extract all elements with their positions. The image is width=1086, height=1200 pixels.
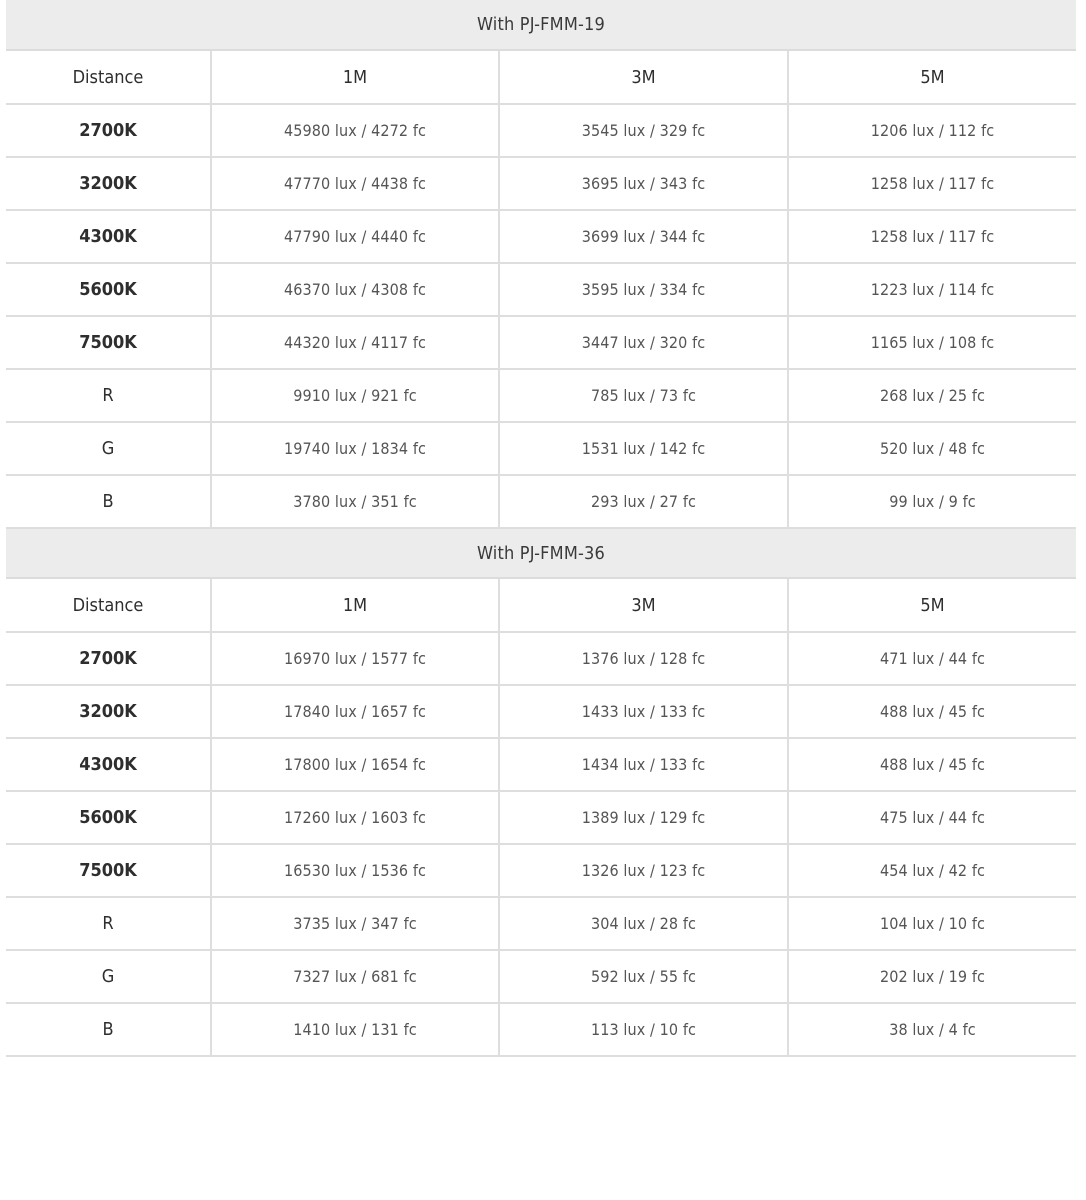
illuminance-value-cell: 104 lux / 10 fc bbox=[788, 897, 1076, 950]
illuminance-value-cell: 202 lux / 19 fc bbox=[788, 950, 1076, 1003]
illuminance-value-cell: 785 lux / 73 fc bbox=[499, 369, 788, 422]
illuminance-value-cell: 1410 lux / 131 fc bbox=[211, 1003, 499, 1056]
table-row bbox=[6, 1003, 1076, 1056]
illuminance-value-cell: 592 lux / 55 fc bbox=[499, 950, 788, 1003]
row-label: R bbox=[6, 897, 211, 950]
table-row bbox=[6, 897, 1076, 950]
table-row bbox=[6, 263, 1076, 316]
illuminance-value-cell: 16530 lux / 1536 fc bbox=[211, 844, 499, 897]
illuminance-value-cell: 520 lux / 48 fc bbox=[788, 422, 1076, 475]
illuminance-value-cell: 1206 lux / 112 fc bbox=[788, 104, 1076, 157]
illuminance-value-cell: 44320 lux / 4117 fc bbox=[211, 316, 499, 369]
distance-column-header: 3M bbox=[499, 578, 788, 632]
illuminance-value-cell: 454 lux / 42 fc bbox=[788, 844, 1076, 897]
illuminance-value-cell: 3595 lux / 334 fc bbox=[499, 263, 788, 316]
illuminance-value-cell: 3780 lux / 351 fc bbox=[211, 475, 499, 528]
illuminance-value-cell: 9910 lux / 921 fc bbox=[211, 369, 499, 422]
illuminance-table-container bbox=[6, 0, 1076, 1057]
section-title: With PJ-FMM-36 bbox=[6, 528, 1076, 578]
row-label: 5600K bbox=[6, 791, 211, 844]
illuminance-value-cell: 46370 lux / 4308 fc bbox=[211, 263, 499, 316]
illuminance-value-cell: 1434 lux / 133 fc bbox=[499, 738, 788, 791]
illuminance-table-body bbox=[6, 0, 1076, 1056]
illuminance-value-cell: 3545 lux / 329 fc bbox=[499, 104, 788, 157]
illuminance-value-cell: 3695 lux / 343 fc bbox=[499, 157, 788, 210]
illuminance-table bbox=[6, 0, 1076, 1057]
row-label: 4300K bbox=[6, 738, 211, 791]
table-row bbox=[6, 369, 1076, 422]
table-row bbox=[6, 950, 1076, 1003]
row-label: G bbox=[6, 950, 211, 1003]
illuminance-value-cell: 1258 lux / 117 fc bbox=[788, 157, 1076, 210]
illuminance-value-cell: 1326 lux / 123 fc bbox=[499, 844, 788, 897]
row-label: B bbox=[6, 475, 211, 528]
illuminance-value-cell: 304 lux / 28 fc bbox=[499, 897, 788, 950]
table-row bbox=[6, 475, 1076, 528]
distance-column-header: 5M bbox=[788, 50, 1076, 104]
table-row bbox=[6, 104, 1076, 157]
illuminance-value-cell: 99 lux / 9 fc bbox=[788, 475, 1076, 528]
table-row bbox=[6, 632, 1076, 685]
table-row bbox=[6, 685, 1076, 738]
distance-column-header: 1M bbox=[211, 50, 499, 104]
row-label: 4300K bbox=[6, 210, 211, 263]
illuminance-value-cell: 1376 lux / 128 fc bbox=[499, 632, 788, 685]
distance-column-header: 5M bbox=[788, 578, 1076, 632]
illuminance-value-cell: 38 lux / 4 fc bbox=[788, 1003, 1076, 1056]
distance-header: Distance bbox=[6, 578, 211, 632]
table-row bbox=[6, 210, 1076, 263]
table-row bbox=[6, 316, 1076, 369]
illuminance-value-cell: 17840 lux / 1657 fc bbox=[211, 685, 499, 738]
table-row bbox=[6, 791, 1076, 844]
distance-column-header: 3M bbox=[499, 50, 788, 104]
illuminance-value-cell: 1223 lux / 114 fc bbox=[788, 263, 1076, 316]
column-header-row bbox=[6, 578, 1076, 632]
illuminance-value-cell: 7327 lux / 681 fc bbox=[211, 950, 499, 1003]
illuminance-value-cell: 471 lux / 44 fc bbox=[788, 632, 1076, 685]
illuminance-value-cell: 475 lux / 44 fc bbox=[788, 791, 1076, 844]
illuminance-value-cell: 19740 lux / 1834 fc bbox=[211, 422, 499, 475]
table-row bbox=[6, 844, 1076, 897]
illuminance-value-cell: 3699 lux / 344 fc bbox=[499, 210, 788, 263]
row-label: 3200K bbox=[6, 157, 211, 210]
section-title: With PJ-FMM-19 bbox=[6, 0, 1076, 50]
row-label: 5600K bbox=[6, 263, 211, 316]
illuminance-value-cell: 268 lux / 25 fc bbox=[788, 369, 1076, 422]
illuminance-value-cell: 1258 lux / 117 fc bbox=[788, 210, 1076, 263]
section-header-row bbox=[6, 528, 1076, 578]
illuminance-value-cell: 488 lux / 45 fc bbox=[788, 738, 1076, 791]
illuminance-value-cell: 17260 lux / 1603 fc bbox=[211, 791, 499, 844]
illuminance-value-cell: 3735 lux / 347 fc bbox=[211, 897, 499, 950]
illuminance-value-cell: 47770 lux / 4438 fc bbox=[211, 157, 499, 210]
column-header-row bbox=[6, 50, 1076, 104]
row-label: R bbox=[6, 369, 211, 422]
row-label: 2700K bbox=[6, 104, 211, 157]
illuminance-value-cell: 488 lux / 45 fc bbox=[788, 685, 1076, 738]
distance-header: Distance bbox=[6, 50, 211, 104]
row-label: 2700K bbox=[6, 632, 211, 685]
row-label: 7500K bbox=[6, 844, 211, 897]
row-label: B bbox=[6, 1003, 211, 1056]
illuminance-value-cell: 16970 lux / 1577 fc bbox=[211, 632, 499, 685]
illuminance-value-cell: 1433 lux / 133 fc bbox=[499, 685, 788, 738]
illuminance-value-cell: 1389 lux / 129 fc bbox=[499, 791, 788, 844]
illuminance-value-cell: 1165 lux / 108 fc bbox=[788, 316, 1076, 369]
table-row bbox=[6, 157, 1076, 210]
table-row bbox=[6, 738, 1076, 791]
illuminance-value-cell: 293 lux / 27 fc bbox=[499, 475, 788, 528]
row-label: 7500K bbox=[6, 316, 211, 369]
illuminance-value-cell: 17800 lux / 1654 fc bbox=[211, 738, 499, 791]
illuminance-value-cell: 113 lux / 10 fc bbox=[499, 1003, 788, 1056]
row-label: G bbox=[6, 422, 211, 475]
illuminance-value-cell: 3447 lux / 320 fc bbox=[499, 316, 788, 369]
table-row bbox=[6, 422, 1076, 475]
illuminance-value-cell: 45980 lux / 4272 fc bbox=[211, 104, 499, 157]
illuminance-value-cell: 47790 lux / 4440 fc bbox=[211, 210, 499, 263]
illuminance-value-cell: 1531 lux / 142 fc bbox=[499, 422, 788, 475]
distance-column-header: 1M bbox=[211, 578, 499, 632]
section-header-row bbox=[6, 0, 1076, 50]
row-label: 3200K bbox=[6, 685, 211, 738]
